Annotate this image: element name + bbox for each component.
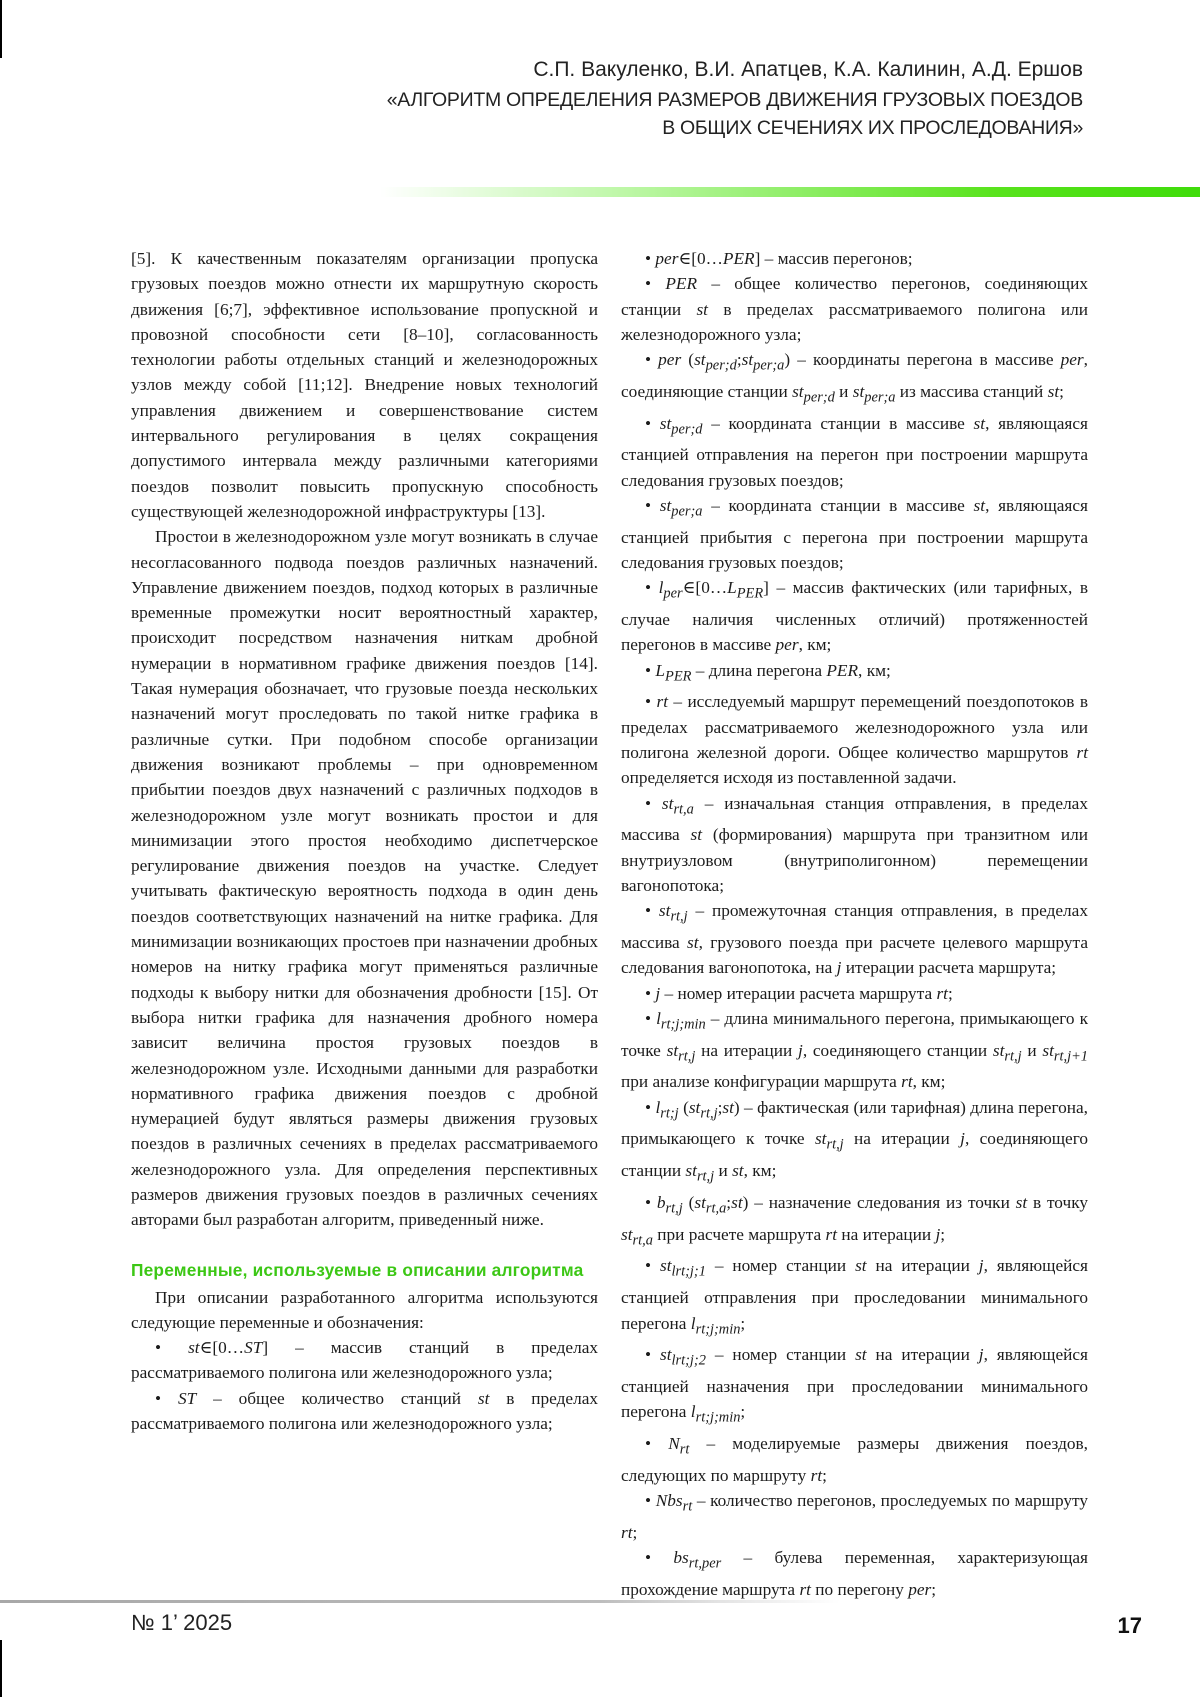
definition-item-st-rt-j: • $st_{rt,j}$ – промежуточная станция отправления, в пределах массива st, грузового поезда при расчете целевого маршрута следования вагонопотока, на j итерации расчета маршрута; (621, 901, 1088, 978)
left-paragraph-3: При описании разработанного алгоритма используются следующие переменные и обозначения: (131, 1287, 598, 1332)
definition-item-l-rt-min: • $l_{rt;j;min}$ – длина минимального перегона, примыкающего к точке $st_{rt,j}$ на итерации j, соединяющего станции $st_{rt,j}$ и $st_{rt,j+1}$ при анализе конфигурации маршрута rt, км; (621, 1008, 1089, 1092)
definition-item-l-per-length: • $L_{PER}$ – длина перегона PER, км; (645, 660, 891, 685)
bullet: • (645, 1345, 652, 1365)
definition-item-per-count: • PER – общее количество перегонов, соединяющих станции st в пределах рассматриваемого полигона или железнодорожного узла; (621, 274, 1088, 344)
header-green-rule (380, 187, 1200, 197)
left-paragraph-1: [5]. К качественным показателям организации пропуска грузовых поездов можно отнести их маршрутную скорость движения [6;7], эффективное использование пропускной и провозной способности сети [8–10], согласованность технологии работы отдельных станций и железнодорожных узлов между собой [11;12]. Внедрение новых технологий управления движением и совершенствование систем интервального регулирования в целях сокращения допустимого интервала между различными категориями поездов позволит повысить пропускную способность существующей железнодорожной инфраструктуры [13]. (131, 249, 598, 521)
definition-item-st-per-a: • $st_{per;a}$ – координата станции в массиве st, являющаяся станцией прибытия с перегона при построении маршрута следования грузовых поездов; (621, 496, 1088, 573)
page-number: 17 (1117, 1613, 1142, 1638)
bullet: • (645, 692, 652, 712)
definition-item-st-count: • ST – общее количество станций st в пределах рассматриваемого полигона или железнодорожного узла; (131, 1388, 599, 1434)
left-column (131, 246, 598, 1436)
right-column (621, 246, 1088, 1602)
definition-item-n-rt: • $N_{rt}$ – моделируемые размеры движения поездов, следующих по маршруту rt; (621, 1434, 1088, 1485)
bullet: • (645, 901, 652, 921)
bullet: • (645, 1008, 652, 1028)
footer-issue-number: № 1’ 2025 (131, 1610, 233, 1635)
definition-item-per-array: • per∈[0…PER] – массив перегонов; (645, 249, 913, 268)
bullet: • (645, 249, 652, 268)
bullet: • (645, 413, 652, 433)
running-header-title-line1: «АЛГОРИТМ ОПРЕДЕЛЕНИЯ РАЗМЕРОВ ДВИЖЕНИЯ ГРУЗОВЫХ ПОЕЗДОВ (386, 89, 1083, 111)
bullet: • (645, 1097, 652, 1117)
bullet: • (645, 660, 652, 680)
footer-rule (0, 1600, 1200, 1603)
definition-item-nbs-rt: • Nbs$_{rt}$ – количество перегонов, проследуемых по маршруту rt; (621, 1491, 1089, 1542)
bullet: • (155, 1388, 162, 1408)
definition-item-j: • j – номер итерации расчета маршрута rt; (645, 983, 953, 1003)
bullet: • (645, 350, 652, 370)
bullet: • (645, 983, 652, 1003)
running-header-title-line2: В ОБЩИХ СЕЧЕНИЯХ ИХ ПРОСЛЕДОВАНИЯ» (662, 117, 1083, 139)
definition-item-per-coordinates: • per $(st_{per;d};st_{per;a})$ – координаты перегона в массиве per, соединяющие станции $st_{per;d}$ и $st_{per;a}$ из массива станций st; (621, 350, 1088, 406)
bullet: • (645, 1434, 652, 1454)
definition-item-st-lrt-2: • $st_{lrt;j;2}$ – номер станции st на итерации j, являющейся станцией назначения при проследовании минимального перегона $l_{rt;j;min}$; (621, 1345, 1089, 1426)
running-header-authors: С.П. Вакуленко, В.И. Апатцев, К.А. Калинин, А.Д. Ершов (533, 58, 1083, 81)
definition-item-rt: • rt – исследуемый маршрут перемещений поездопотоков в пределах рассматриваемого железнодорожного узла или полигона железной дороги. Общее количество маршрутов rt определяется исходя из поставленной задачи. (621, 692, 1088, 788)
bullet: • (645, 274, 652, 294)
bullet: • (645, 1491, 652, 1511)
crop-mark-bottom-left (0, 1640, 2, 1697)
definition-item-l-per: • $l_{per}\in[0\dots L_{PER}]$ – массив фактических (или тарифных, в случае наличия численных отличий) протяженностей перегонов в массиве per, км; (621, 578, 1088, 655)
bullet: • (645, 1548, 652, 1568)
left-paragraph-2: Простои в железнодорожном узле могут возникать в случае несогласованного подвода поездов различных назначений. Управление движением поездов, подход которых в различные временные промежутки носит вероятностный характер, происходит посредством назначения ниткам дробной нумерации в нормативном графике движения поездов [14]. Такая нумерация обозначает, что грузовые поезда нескольких назначений могут проследовать по такой нитке графика в различные сутки. При подобном способе организации движения возникают проблемы – при одновременном прибытии поездов двух назначений с различных подходов в железнодорожном узле могут возникать простои и для минимизации этого простоя необходимо диспетчерское регулирование движения поездов на участке. Следует учитывать фактическую вероятность подхода в один день поездов соответствующих назначений на нитке графика. Для минимизации возникающих простоев при назначении дробных номеров на нитку графика могут применяться различные подходы к выбору нитки для обозначения дробности [15]. От выбора нитки графика для назначения дробного номера зависит величина простоя грузовых поездов в железнодорожном узле. Исходными данными для разработки нормативного графика движения поездов с дробной нумерацией будут являться размеры движения грузовых поездов в различных сечениях в пределах рассматриваемого железнодорожного узла. Для определения перспективных размеров движения грузовых поездов в различных сечениях авторами был разработан алгоритм, приведенный ниже. (131, 527, 598, 1230)
bullet: • (645, 578, 652, 598)
bullet: • (645, 793, 652, 813)
bullet: • (645, 1192, 652, 1212)
definition-item-st-array: • st∈[0…ST] – массив станций в пределах рассматриваемого полигона или железнодорожного узла; (131, 1338, 599, 1383)
definition-item-b-rt-j: • $b_{rt,j}$ $(st_{rt,a};st)$ – назначение следования из точки st в точку $st_{rt,a}$ при расчете маршрута rt на итерации j; (621, 1192, 1088, 1249)
section-heading: Переменные, используемые в описании алгоритма (131, 1259, 584, 1280)
crop-mark-top-left (0, 0, 2, 58)
bullet: • (645, 1256, 652, 1276)
definition-item-st-lrt-1: • $st_{lrt;j;1}$ – номер станции st на итерации j, являющейся станцией отправления при проследовании минимального перегона $l_{rt;j;min}$; (621, 1256, 1089, 1337)
definition-item-st-rt-a: • $st_{rt,a}$ – изначальная станция отправления, в пределах массива st (формирования) маршрута при транзитном или внутриузловом (внутриполигонном) перемещении вагонопотока; (621, 793, 1088, 895)
running-header-title (183, 86, 1083, 142)
definition-item-l-rt-j: • $l_{rt;j}$ $(st_{rt,j};st)$ – фактическая (или тарифная) длина перегона, примыкающего к точке $st_{rt,j}$ на итерации j, соединяющего станции $st_{rt,j}$ и st, км; (621, 1097, 1089, 1185)
definition-item-bs-rt-per: • $bs_{rt,per}$ – булева переменная, характеризующая прохождение маршрута rt по перегону per; (621, 1548, 1088, 1599)
definition-item-st-per-d: • $st_{per;d}$ – координата станции в массиве st, являющаяся станцией отправления на перегон при построении маршрута следования грузовых поездов; (621, 413, 1088, 490)
bullet: • (155, 1338, 162, 1358)
bullet: • (645, 496, 652, 516)
